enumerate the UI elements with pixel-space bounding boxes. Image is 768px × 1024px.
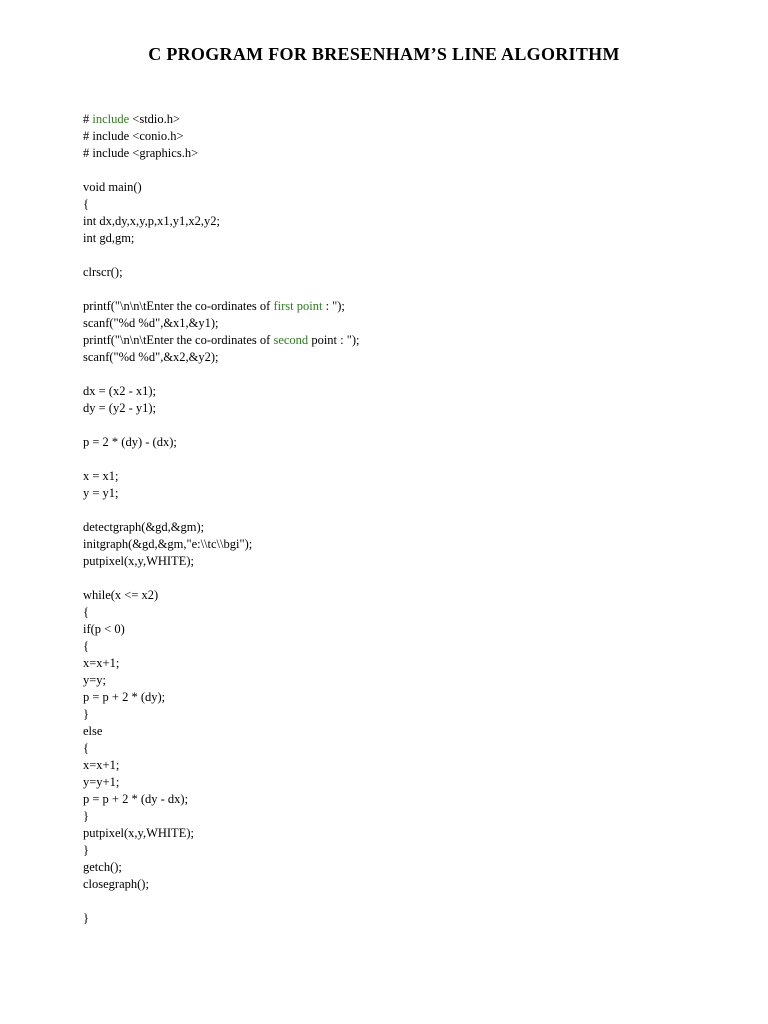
code-line <box>83 723 359 740</box>
code-text: x = x1; <box>83 469 119 483</box>
code-line <box>83 264 359 281</box>
code-text: initgraph(&gd,&gm,"e:\\tc\\bgi"); <box>83 537 253 551</box>
code-line <box>83 383 359 400</box>
blank-line <box>83 366 359 383</box>
blank-line <box>83 893 359 910</box>
code-line <box>83 349 359 366</box>
code-line <box>83 111 359 128</box>
page-title: C PROGRAM FOR BRESENHAM’S LINE ALGORITHM <box>148 44 620 64</box>
code-line <box>83 434 359 451</box>
code-text: p = p + 2 * (dy - dx); <box>83 792 189 806</box>
highlighted-text: second <box>273 333 309 347</box>
code-line <box>83 332 359 349</box>
code-line <box>83 400 359 417</box>
code-line <box>83 859 359 876</box>
code-listing <box>83 111 359 927</box>
code-line <box>83 842 359 859</box>
code-text: p = p + 2 * (dy); <box>83 690 166 704</box>
code-text: y=y; <box>83 673 107 687</box>
code-text: { <box>83 197 89 211</box>
code-line <box>83 485 359 502</box>
code-text: x=x+1; <box>83 656 120 670</box>
code-line <box>83 519 359 536</box>
code-text: printf("\n\n\tEnter the co-ordinates of <box>83 333 274 347</box>
code-line <box>83 774 359 791</box>
code-text: scanf("%d %d",&x1,&y1); <box>83 316 219 330</box>
code-line <box>83 179 359 196</box>
highlighted-text: include <box>92 112 130 126</box>
code-text: else <box>83 724 103 738</box>
blank-line <box>83 502 359 519</box>
code-text: while(x <= x2) <box>83 588 159 602</box>
code-line <box>83 672 359 689</box>
code-text: p = 2 * (dy) - (dx); <box>83 435 177 449</box>
code-text: if(p < 0) <box>83 622 125 636</box>
code-text: scanf("%d %d",&x2,&y2); <box>83 350 219 364</box>
code-text: x=x+1; <box>83 758 120 772</box>
code-text: dx = (x2 - x1); <box>83 384 157 398</box>
code-text: closegraph(); <box>83 877 149 891</box>
code-text: } <box>83 809 89 823</box>
blank-line <box>83 417 359 434</box>
code-line <box>83 825 359 842</box>
code-line <box>83 638 359 655</box>
code-text: y = y1; <box>83 486 119 500</box>
blank-line <box>83 247 359 264</box>
code-text: # include <conio.h> <box>83 129 184 143</box>
code-text: int dx,dy,x,y,p,x1,y1,x2,y2; <box>83 214 220 228</box>
code-text: void main() <box>83 180 142 194</box>
code-text: : "); <box>322 299 345 313</box>
code-line <box>83 621 359 638</box>
code-line <box>83 468 359 485</box>
code-line <box>83 315 359 332</box>
code-line <box>83 128 359 145</box>
code-line <box>83 655 359 672</box>
code-text: # include <graphics.h> <box>83 146 199 160</box>
code-text: putpixel(x,y,WHITE); <box>83 826 194 840</box>
code-text: } <box>83 843 89 857</box>
code-line <box>83 536 359 553</box>
code-text: putpixel(x,y,WHITE); <box>83 554 194 568</box>
code-line <box>83 910 359 927</box>
code-text: detectgraph(&gd,&gm); <box>83 520 205 534</box>
code-line <box>83 145 359 162</box>
code-text: int gd,gm; <box>83 231 135 245</box>
code-line <box>83 553 359 570</box>
blank-line <box>83 281 359 298</box>
code-text: <stdio.h> <box>129 112 181 126</box>
code-line <box>83 808 359 825</box>
code-line <box>83 791 359 808</box>
code-line <box>83 587 359 604</box>
code-line <box>83 196 359 213</box>
code-text: getch(); <box>83 860 122 874</box>
blank-line <box>83 570 359 587</box>
blank-line <box>83 451 359 468</box>
code-text: } <box>83 911 89 925</box>
code-text: { <box>83 741 89 755</box>
code-line <box>83 298 359 315</box>
code-text: clrscr(); <box>83 265 123 279</box>
code-line <box>83 740 359 757</box>
code-text: printf("\n\n\tEnter the co-ordinates of <box>83 299 274 313</box>
blank-line <box>83 162 359 179</box>
code-text: # <box>83 112 93 126</box>
code-line <box>83 706 359 723</box>
code-line <box>83 604 359 621</box>
code-text: y=y+1; <box>83 775 120 789</box>
code-line <box>83 213 359 230</box>
code-line <box>83 876 359 893</box>
highlighted-text: first point <box>273 299 323 313</box>
code-text: point : "); <box>308 333 360 347</box>
code-line <box>83 689 359 706</box>
code-line <box>83 757 359 774</box>
code-text: { <box>83 605 89 619</box>
code-text: } <box>83 707 89 721</box>
code-text: { <box>83 639 89 653</box>
code-line <box>83 230 359 247</box>
code-text: dy = (y2 - y1); <box>83 401 157 415</box>
